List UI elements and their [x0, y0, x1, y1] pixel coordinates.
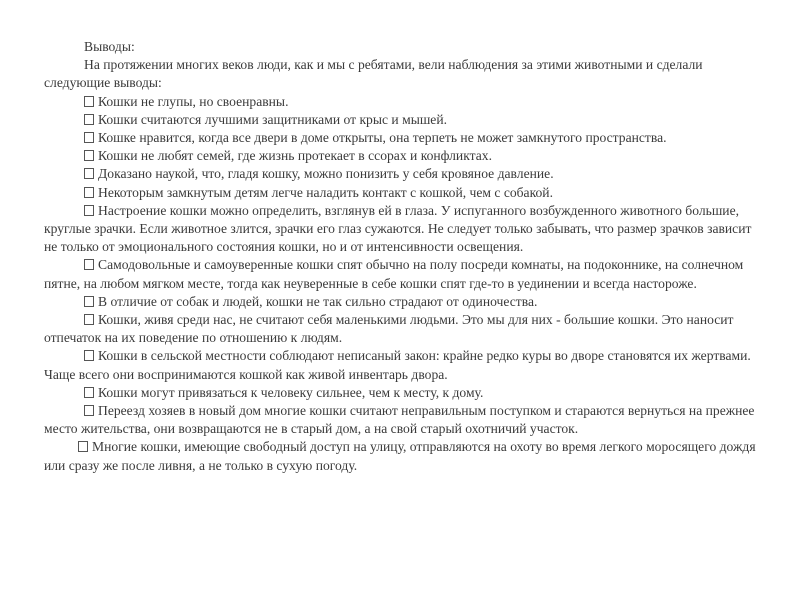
missing-glyph-icon	[84, 96, 94, 107]
missing-glyph-icon	[84, 205, 94, 216]
list-item-text: Кошки в сельской местности соблюдают неписаный закон: крайне редко куры во дворе становятся их жертвами. Чаще всего они воспринимаются кошкой как живой инвентарь двора.	[44, 348, 751, 382]
missing-glyph-icon	[84, 314, 94, 325]
missing-glyph-icon	[78, 441, 88, 452]
list-item-text: Кошке нравится, когда все двери в доме открыты, она терпеть не может замкнутого пространства.	[98, 130, 667, 146]
list-item-text: Кошки, живя среди нас, не считают себя маленькими людьми. Это мы для них - большие кошки. Это наносит отпечаток на их поведение по отношению к людям.	[44, 312, 734, 346]
document-heading: Выводы:	[84, 39, 135, 54]
list-item	[44, 438, 760, 474]
list-item-text: Кошки могут привязаться к человеку сильнее, чем к месту, к дому.	[98, 384, 484, 400]
list-item	[44, 93, 760, 111]
list-item-text: Доказано наукой, что, гладя кошку, можно понизить у себя кровяное давление.	[98, 166, 554, 182]
list-item	[44, 202, 760, 257]
list-item	[44, 256, 760, 292]
list-item	[44, 311, 760, 347]
list-item-text: Переезд хозяев в новый дом многие кошки считают неправильным поступком и стараются вернуться на прежнее место жительства, они возвращаются не в старый дом, а на свой старый охотничий участок.	[44, 403, 755, 437]
missing-glyph-icon	[84, 187, 94, 198]
missing-glyph-icon	[84, 259, 94, 270]
missing-glyph-icon	[84, 114, 94, 125]
missing-glyph-icon	[84, 168, 94, 179]
intro-paragraph: На протяжении многих веков люди, как и мы с ребятами, вели наблюдения за этими животными и сделали следующие выводы:	[44, 57, 703, 91]
list-item	[44, 147, 760, 165]
missing-glyph-icon	[84, 132, 94, 143]
list-item	[44, 384, 760, 402]
list-item	[44, 165, 760, 183]
list-item-text: Самодовольные и самоуверенные кошки спят обычно на полу посреди комнаты, на подоконнике, на солнечном пятне, на любом мягком месте, тогда как неуверенные в себе кошки спят где-то в уединении и всегда настороже.	[44, 257, 744, 291]
list-item	[44, 347, 760, 383]
list-item-text: Настроение кошки можно определить, взглянув ей в глаза. У испуганного возбужденного животного большие, круглые зрачки. Если животное злится, зрачки его глаз сужаются. Не следует только забывать, что размер зрачков зависит не только от эмоционального состояния кошки, но и от интенсивности освещения.	[44, 202, 752, 255]
list-item-text: Кошки не любят семей, где жизнь протекает в ссорах и конфликтах.	[98, 148, 492, 164]
list-item-text: В отличие от собак и людей, кошки не так сильно страдают от одиночества.	[98, 293, 538, 309]
list-item	[44, 184, 760, 202]
missing-glyph-icon	[84, 405, 94, 416]
document-body	[44, 38, 760, 475]
missing-glyph-icon	[84, 296, 94, 307]
list-item-text: Некоторым замкнутым детям легче наладить контакт с кошкой, чем с собакой.	[98, 184, 553, 200]
list-item	[44, 293, 760, 311]
list-item-text: Кошки считаются лучшими защитниками от крыс и мышей.	[98, 111, 447, 127]
missing-glyph-icon	[84, 150, 94, 161]
list-item-text: Многие кошки, имеющие свободный доступ на улицу, отправляются на охоту во время легкого моросящего дождя или сразу же после ливня, а не только в сухую погоду.	[44, 439, 756, 473]
list-item	[44, 129, 760, 147]
missing-glyph-icon	[84, 387, 94, 398]
list-item	[44, 402, 760, 438]
missing-glyph-icon	[84, 350, 94, 361]
list-item-text: Кошки не глупы, но своенравны.	[98, 93, 289, 109]
list-item	[44, 111, 760, 129]
